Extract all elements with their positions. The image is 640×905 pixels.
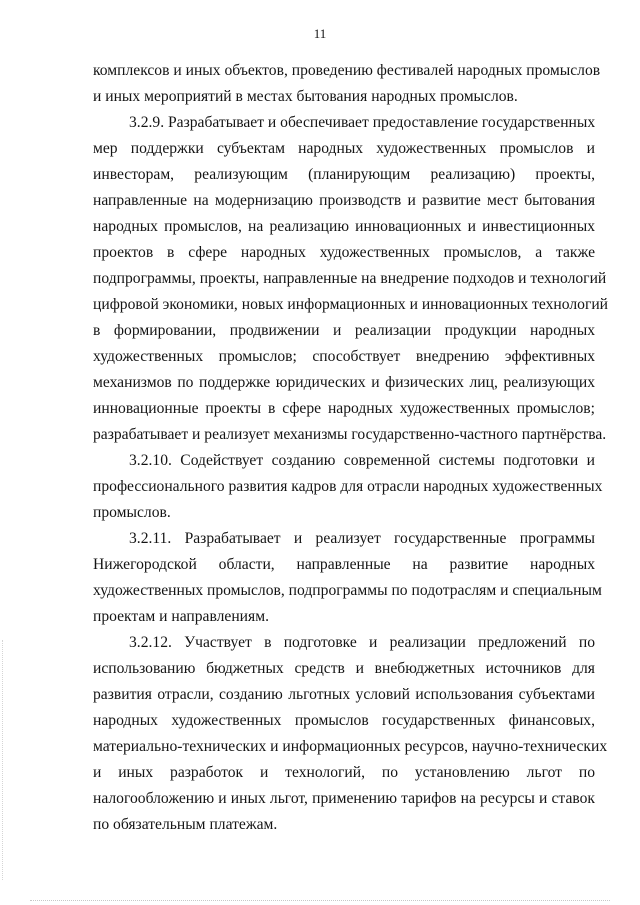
text-line: инвесторам, реализующим (планирующим реализацию) проекты,	[93, 166, 595, 183]
text-line: в формировании, продвижении и реализации продукции народных	[93, 322, 595, 339]
text-line: инновационные проекты в сфере народных художественных промыслов;	[93, 400, 595, 417]
text-line: Нижегородской области, направленные на развитие народных	[93, 556, 595, 573]
text-line: народных художественных промыслов государственных финансовых,	[93, 712, 595, 729]
text-line: механизмов по поддержке юридических и физических лиц, реализующих	[93, 374, 595, 391]
text-line: и иных мероприятий в местах бытования народных промыслов.	[93, 88, 518, 105]
text-line: 3.2.9. Разрабатывает и обеспечивает предоставление государственных	[129, 114, 596, 131]
text-line: промыслов.	[93, 504, 171, 521]
text-line: направленные на модернизацию производств и развитие мест бытования	[93, 192, 595, 209]
scan-edge-artifact	[2, 640, 4, 880]
text-line: использованию бюджетных средств и внебюджетных источников для	[93, 660, 595, 677]
text-line: цифровой экономики, новых информационных и инновационных технологий	[93, 296, 609, 313]
text-line: развития отрасли, созданию льготных условий использования субъектами	[93, 686, 595, 703]
text-line: налогообложению и иных льгот, применению тарифов на ресурсы и ставок	[93, 790, 595, 807]
text-line: комплексов и иных объектов, проведению фестивалей народных промыслов	[93, 62, 601, 79]
text-line: и иных разработок и технологий, по установлению льгот по	[93, 764, 595, 781]
page-number: 11	[313, 26, 327, 41]
text-line: 3.2.12. Участвует в подготовке и реализации предложений по	[129, 634, 595, 651]
scan-bottom-artifact	[30, 900, 610, 902]
text-line: разрабатывает и реализует механизмы государственно-частного партнёрства.	[93, 426, 607, 443]
text-line: художественных промыслов, подпрограммы по подотраслям и специальным	[93, 582, 602, 599]
text-line: 3.2.10. Содействует созданию современной системы подготовки и	[129, 452, 595, 469]
text-line: профессионального развития кадров для отрасли народных художественных	[93, 478, 603, 495]
text-line: проектам и направлениям.	[93, 608, 269, 625]
text-line: материально-технических и информационных ресурсов, научно-технических	[93, 738, 608, 755]
text-line: подпрограммы, проекты, направленные на внедрение подходов и технологий	[93, 270, 607, 287]
text-line: проектов в сфере народных художественных промыслов, а также	[93, 244, 595, 261]
text-line: художественных промыслов; способствует внедрению эффективных	[93, 348, 595, 365]
text-line: мер поддержки субъектам народных художественных промыслов и	[93, 140, 595, 157]
text-line: народных промыслов, на реализацию инновационных и инвестиционных	[93, 218, 595, 235]
text-line: по обязательным платежам.	[93, 816, 278, 833]
text-line: 3.2.11. Разрабатывает и реализует государственные программы	[129, 530, 595, 547]
